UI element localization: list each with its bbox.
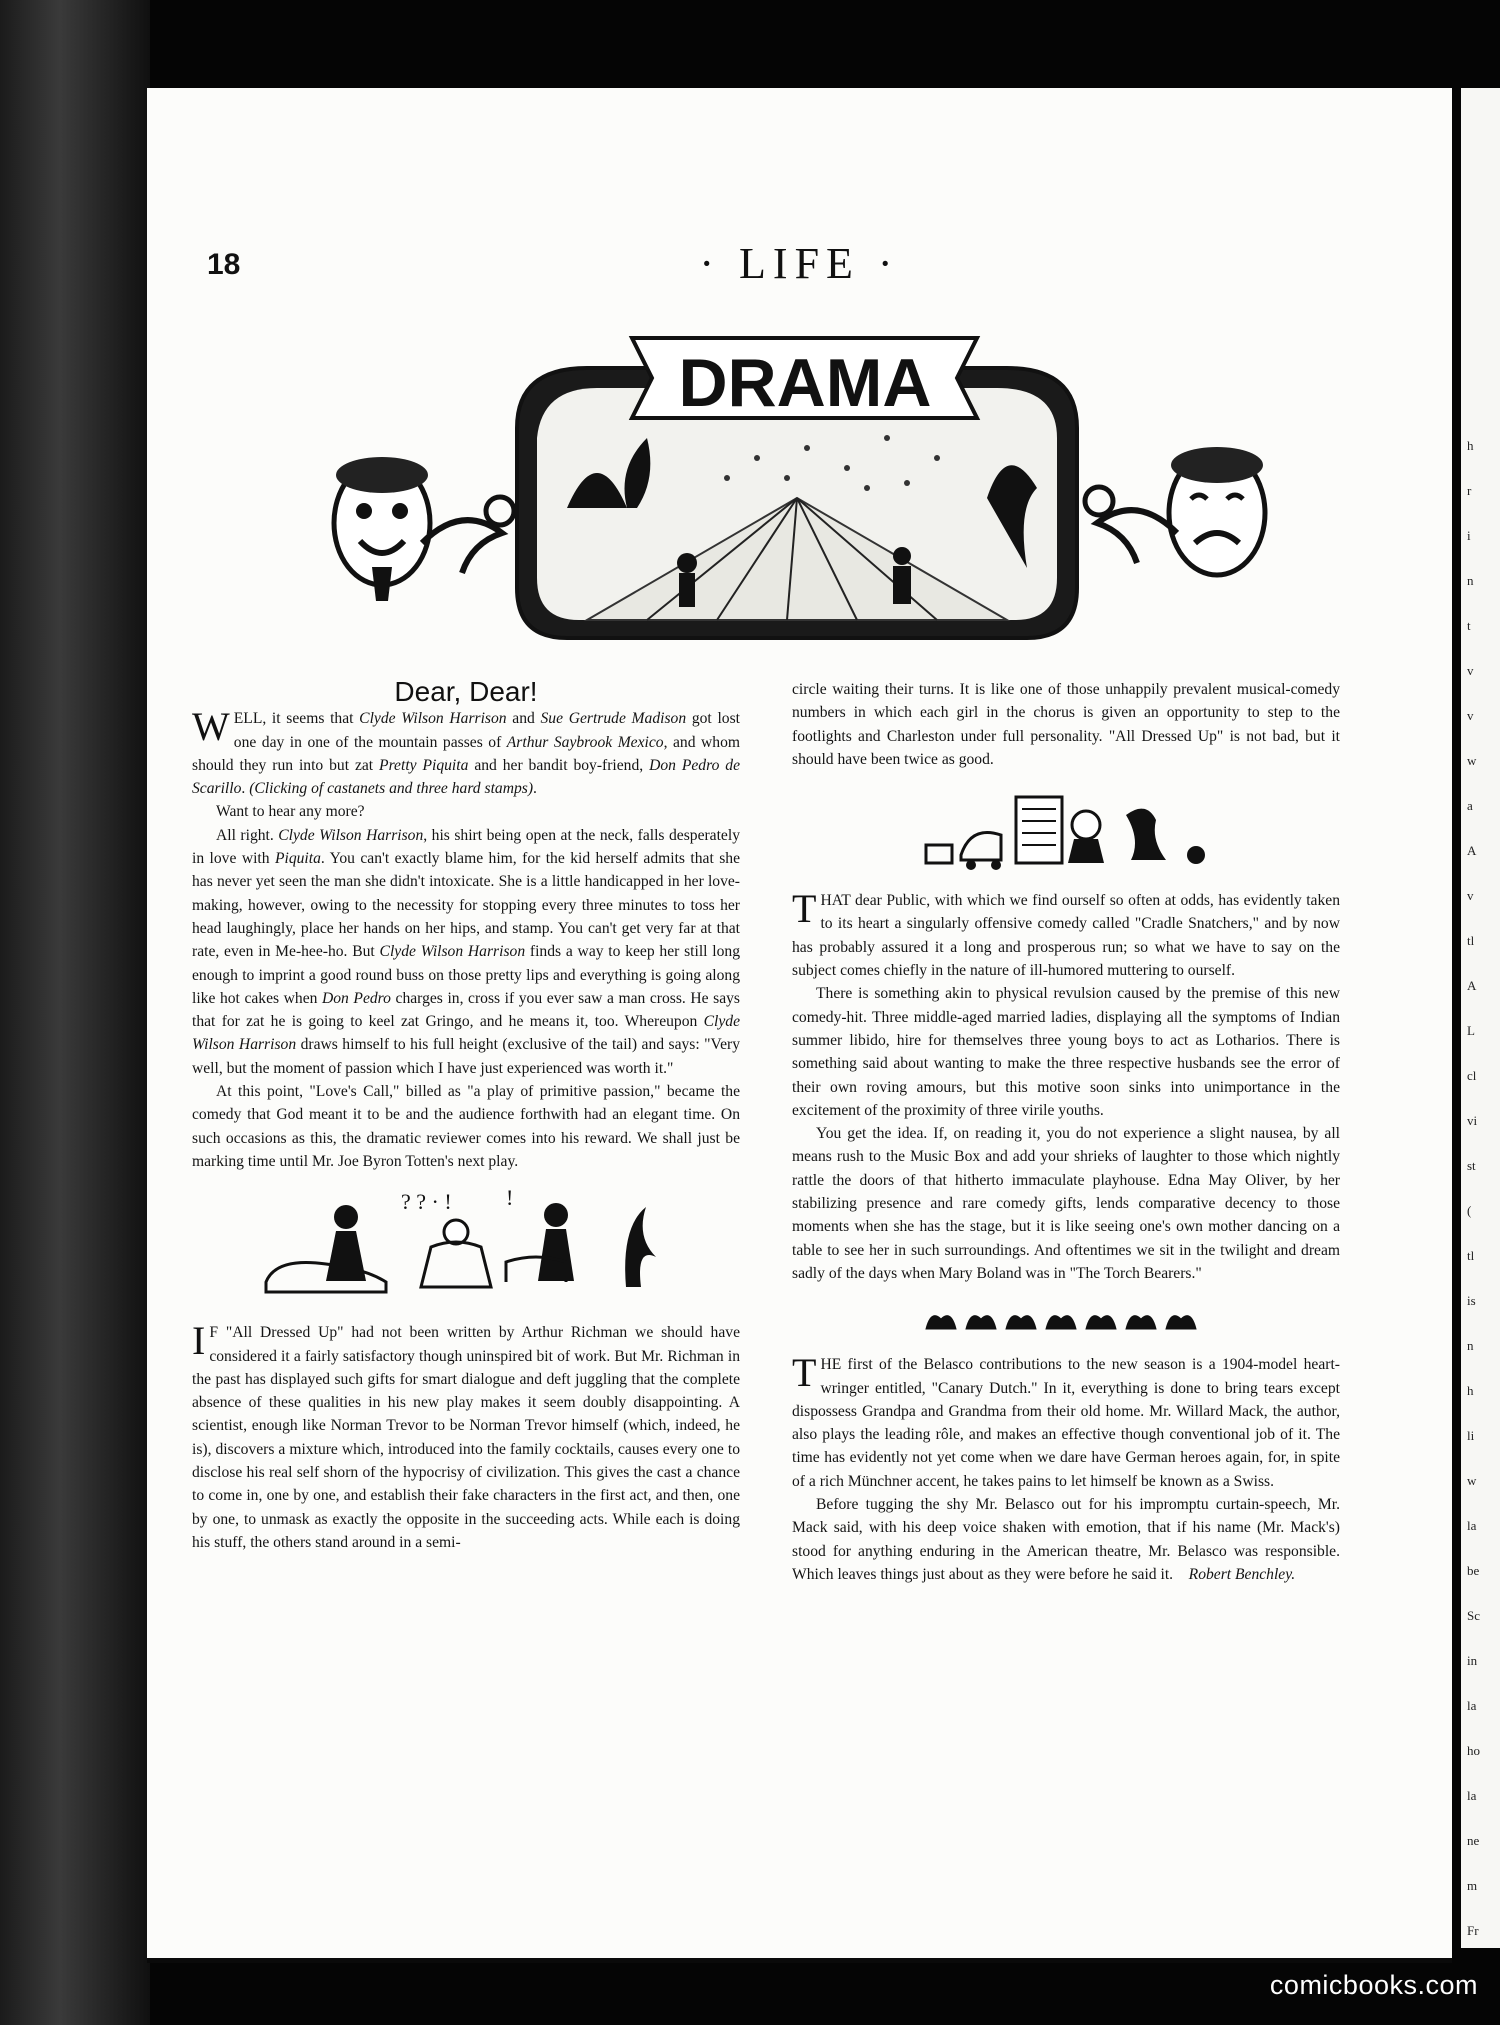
magazine-page (147, 88, 1452, 1963)
adjacent-page-fragment: cl (1467, 1068, 1477, 1083)
adjacent-page-fragment: tl (1467, 933, 1475, 948)
drop-cap: T (792, 1350, 817, 1396)
paragraph-cradle-snatchers (792, 886, 1340, 982)
adjacent-page-fragment: is (1467, 1293, 1476, 1308)
adjacent-page-fragment: li (1467, 1428, 1475, 1443)
adjacent-page-fragment: v (1467, 888, 1474, 903)
adjacent-page-fragment: a (1467, 798, 1473, 813)
scan-border (0, 0, 150, 2025)
adjacent-page-fragment: w (1467, 753, 1477, 768)
ornament-row-icon (916, 1299, 1216, 1339)
paragraph-text: F "All Dressed Up" had not been written by Arthur Richman we should have considered it a fairly satisfactory though uninspired bit of work. But Mr. Richman in the past has displayed such gifts for smart dialogue and deft juggling that the complete absence of these qualities in his new play makes it seem doubly disappointing. A scientist, enough like Norman Trevor to be Norman Trevor himself (which, indeed, he is), discovers a mixture which, introduced into the family cocktails, causes every one to disclose his real self shorn of the hypocrisy of civilization. This gives the cast a chance to come in, one by one, and establish their fake characters in the first act, and then, one by one, to unmask as exactly the opposite in the succeeding acts. While each is doing his stuff, the others stand around in a semi- (192, 1324, 740, 1551)
adjacent-page-fragment: tl (1467, 1248, 1475, 1263)
adjacent-page-fragment: r (1467, 483, 1472, 498)
adjacent-page-fragment: A (1467, 978, 1477, 993)
svg-text:? ? · !: ? ? · ! (401, 1189, 452, 1215)
italic-run: Sue Gertrude Madison (540, 710, 687, 728)
article-headline: Dear, Dear! (394, 676, 538, 707)
adjacent-page-fragment: n (1467, 573, 1474, 588)
paragraph-semi-circle: circle waiting their turns. It is like one of those unhappily prevalent musical-comedy numbers in which each girl in the chorus is given an opportunity to step to the footlights and Charleston under full personality. "All Dressed Up" is not bad, but it should have been twice as good. (792, 681, 1340, 768)
adjacent-page-edge (1461, 88, 1500, 1948)
italic-run: (Clicking of castanets and three hard stamps) (249, 780, 534, 798)
italic-run: Clyde Wilson Harrison (359, 710, 507, 728)
italic-run: Don Pedro (322, 989, 391, 1007)
adjacent-page-fragment: w (1467, 1473, 1477, 1488)
italic-run: Clyde Wilson Harrison (379, 943, 526, 961)
paragraph-text: HAT dear Public, with which we find ourself so often at odds, has evidently taken to its heart a singularly offensive comedy called "Cradle Snatchers," and by now has probably assured it a long and prosperous run; so what we have to say on the subject comes chiefly in the nature of ill-humored muttering to ourself. (792, 892, 1340, 980)
banner-title: DRAMA (678, 345, 932, 421)
drop-cap: I (192, 1318, 206, 1364)
italic-run: Don Pedro de Scarillo (192, 756, 740, 798)
adjacent-page-fragment: in (1467, 1653, 1478, 1668)
adjacent-page-fragment: Sc (1467, 1608, 1480, 1623)
paragraph-premise: There is something akin to physical revulsion caused by the premise of this new comedy-hit. Three middle-aged married ladies, displaying all the symptoms of Indian summer libido, hire for themselves three young boys to act as Lotharios. There is something said about wanting to make the three respective husbands see the error of their own roving amours, but this motive soon sinks into unimportance in the excitement of the proximity of three virile youths. (792, 985, 1340, 1119)
adjacent-page-fragment: la (1467, 1788, 1477, 1803)
italic-run: Piquita (274, 850, 321, 868)
adjacent-page-fragment: Fr (1467, 1923, 1479, 1938)
paragraph-curtain-speech (792, 1493, 1340, 1586)
adjacent-page-fragment: v (1467, 708, 1474, 723)
paragraph-all-dressed-up (192, 1318, 740, 1554)
left-column (192, 678, 740, 1554)
page-number: 18 (207, 248, 241, 281)
adjacent-page-fragment: la (1467, 1518, 1477, 1533)
paragraph-text: Before tugging the shy Mr. Belasco out for his impromptu curtain-speech, Mr. Mack said, with his deep voice shaken with emotion, that if his name (Mr. Mack's) stood for anything enduring in the American theatre, Mr. Belasco was responsible. Which leaves things just about as they were before he said it. (792, 1496, 1340, 1583)
page-bottom-edge (147, 1958, 1452, 1963)
italic-run: Arthur Saybrook Mexico (506, 733, 664, 751)
drop-cap: W (192, 704, 230, 750)
author-signature: Robert Benchley. (1188, 1565, 1296, 1583)
adjacent-page-fragment: t (1467, 618, 1471, 633)
watermark: comicbooks.com (1269, 1970, 1478, 2000)
party-scene-illustration (256, 1187, 676, 1307)
svg-text:!: ! (506, 1187, 514, 1211)
italic-run: Clyde Wilson Harrison (192, 1013, 740, 1054)
masthead: · LIFE · (699, 239, 900, 288)
rich-text: All right. Clyde Wilson Harrison, his shirt being open at the neck, falls desperately in love with Piquita. You can't exactly blame him, for the kid herself admits that she has never yet seen the man she didn't intoxicate. She is a little handicapped in her love-making, however, owing to the necessity for stopping every three minutes to toss her head laughingly, place her hands on her hips, and stamp. You can't get very far at that rate, even in Me-hee-ho. But Clyde Wilson Harrison finds a way to keep her still long enough to imprint a good round buss on those pretty lips and everything is going along like hot cakes when Don Pedro charges in, cross if you ever saw a man cross. He says that for zat he is going to keel zat Gringo, and he means it, too. Whereupon Clyde Wilson Harrison draws himself to his full height (exclusive of the tail) and says: "Very well, but the moment of passion which I have just experienced was worth it." (192, 826, 740, 1077)
adjacent-page-fragment: A (1467, 843, 1477, 858)
italic-run: Clyde Wilson Harrison (278, 826, 424, 844)
rich-text: ELL, it seems that Clyde Wilson Harrison and Sue Gertrude Madison got lost one day in one of the mountain passes of Arthur Saybrook Mexico, and whom should they run into but zat Pretty Piquita and her bandit boy-friend, Don Pedro de Scarillo. (Clicking of castanets and three hard stamps). (192, 710, 741, 798)
adjacent-page-fragment: v (1467, 663, 1474, 678)
adjacent-page-fragment: L (1467, 1023, 1475, 1038)
adjacent-page-fragment: ( (1467, 1203, 1472, 1218)
italic-run: Pretty Piquita (379, 756, 469, 774)
adjacent-page-fragment: be (1467, 1563, 1480, 1578)
adjacent-page-fragment: la (1467, 1698, 1477, 1713)
adjacent-page-fragment: ho (1467, 1743, 1480, 1758)
nursery-toys-illustration (916, 785, 1216, 875)
paragraph-verdict: At this point, "Love's Call," billed as "a play of primitive passion," became the comedy that God meant it to be and the audience forthwith had an elegant time. On such occasions as this, the dramatic reviewer comes into his reward. We shall just be marking time until Mr. Joe Byron Totten's next play. (192, 1083, 740, 1170)
adjacent-page-fragment: ne (1467, 1833, 1480, 1848)
adjacent-page-fragment: h (1467, 1383, 1474, 1398)
paragraph-plot (192, 824, 740, 1080)
adjacent-page-fragment: n (1467, 1338, 1474, 1353)
drop-cap: T (792, 886, 817, 932)
paragraph-canary-dutch (792, 1350, 1340, 1493)
adjacent-page-fragment: vi (1467, 1113, 1478, 1128)
paragraph-text: HE first of the Belasco contributions to the new season is a 1904-model heart-wringer entitled, "Canary Dutch." In it, everything is done to bring tears except dispossess Grandpa and Grandma from their old home. Mr. Willard Mack, the author, also plays the leading rôle, and makes an effective though conventional job of it. The time has evidently not yet come when we dare have German heroes again, for, in spite of a rich Münchner accent, he takes pains to let himself be known as a Swiss. (792, 1356, 1340, 1490)
paragraph-want-more: Want to hear any more? (216, 803, 365, 821)
drama-banner-illustration (287, 308, 1312, 668)
right-mask-icon (1085, 447, 1265, 575)
adjacent-page-fragment: st (1467, 1158, 1476, 1173)
adjacent-page-fragment: h (1467, 438, 1474, 453)
left-mask-icon (334, 457, 514, 601)
adjacent-page-fragment: m (1467, 1878, 1478, 1893)
paragraph-get-the-idea: You get the idea. If, on reading it, you do not experience a slight nausea, by all means rush to the Music Box and add your shrieks of laughter to those which nightly rattle the doors of that hitherto immaculate playhouse. Edna May Oliver, by her stabilizing presence and rare comedy gifts, lends comparative decency to those moments when she has the stage, but it is like seeing one's own mother dancing on a table to see her in such surroundings. And oftentimes we sit in the twilight and dream sadly of the days when Mary Boland was in "The Torch Bearers." (792, 1125, 1340, 1282)
paragraph-love-s-call-intro (192, 704, 741, 800)
adjacent-page-fragment: i (1467, 528, 1471, 543)
right-column (792, 678, 1340, 1586)
